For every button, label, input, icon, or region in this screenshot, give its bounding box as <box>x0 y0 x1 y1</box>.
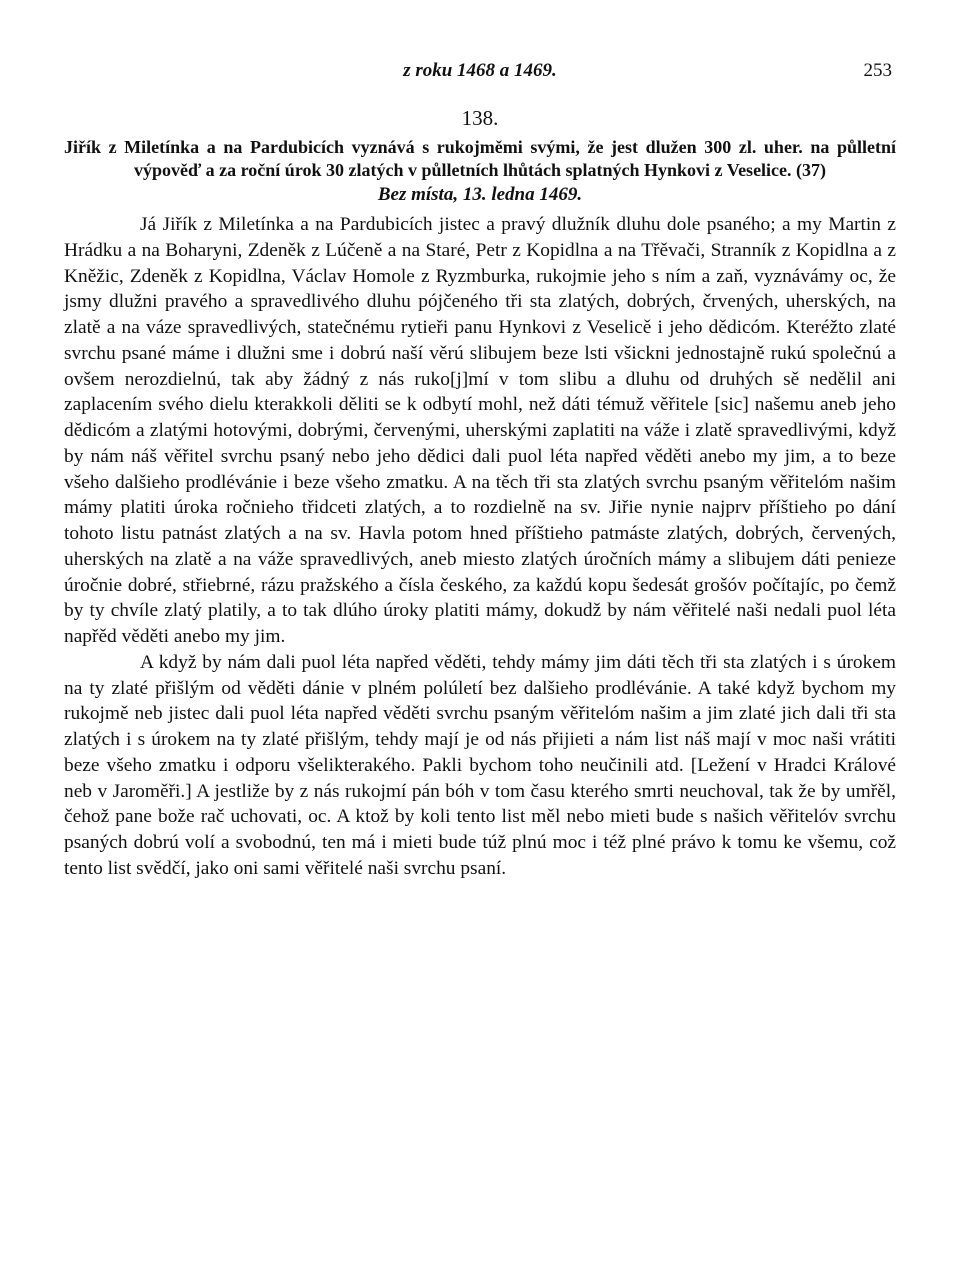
document-dateline: Bez místa, 13. ledna 1469. <box>377 184 583 205</box>
document-body <box>64 212 896 882</box>
document-page <box>64 56 896 1236</box>
document-number: 138. <box>461 106 499 130</box>
body-paragraph: Já Jiřík z Miletínka a na Pardubicích jistec a pravý dlužník dluhu dole psaného; a my Martin z Hrádku a na Boharyni, Zdeněk z Lúčeně a na Staré, Petr z Kopidlna a na Třěvači, Stranník z Kopidlna a z Kněžic, Zdeněk z Kopidlna, Václav Homole z Ryzmburka, rukojmie jeho s ním a zaň, vyznávámy oc, že jsmy dlužni pravého a spravedlivého dluhu pójčeného tři sta zlatých, dobrých, črvených, uherských, na zlatě a na váze spravedlivých, statečnému rytieři panu Hynkovi z Veselicě i jeho dědicóm. Kteréžto zlaté svrchu psané máme i dlužni sme i dobrú naší věrú slibujem beze lsti všickni jednostajně rukú společnú a ovšem nerozdielnú, tak aby žádný z nás ruko[j]mí v tom slibu a dluhu od druhých sě nedělil ani zaplacením svého dielu kterakkoli děliti se k odbytí mohl, než dáti témuž věřitele [sic] našemu aneb jeho dědicóm a zlatými hotovými, dobrými, červenými, uherskými zaplatiti na váže i zlatě spravedlivými, když by nám náš věřitel svrchu psaný nebo jeho dědici dali puol léta napřed věděti anebo my jim, a to beze všeho dalšieho prodlévánie i beze všeho zmatku. A na těch tři sta zlatých svrchu psaným věřitelóm našim mámy platiti úroka ročnieho třidceti zlatých, a to rozdielně na sv. Jiřie nynie najprv příštieho po dání tohoto listu patnást zlatých a na sv. Havla potom hned příštieho patmáste zlatých, dobrých, červených, uherských na zlatě a na váže spravedlivých, aneb miesto zlatých úročních mámy a slibujem dáti penieze úročnie dobré, střiebrné, rázu pražského a čísla českého, za každú kopu šedesát grošóv počítajíc, po čemž by ty chvíle zlatý platily, a to tak dlúho úroky platiti mámy, dokudž by nám věřitelé naši nedali puol léta napřěd věděti anebo my jim. <box>64 214 896 647</box>
document-regest: Jiřík z Miletínka a na Pardubicích vyznává s rukojměmi svými, že jest dlužen 300 zl. uher. na půlletní výpověď a za roční úrok 30 zlatých v půlletních lhůtách splatných Hynkovi z Veselice. (37) <box>64 137 896 180</box>
running-head <box>64 56 896 90</box>
body-paragraph: A když by nám dali puol léta napřed věděti, tehdy mámy jim dáti těch tři sta zlatých i s úrokem na ty zlaté přišlým od věděti dánie v plném polúletí bez dalšieho prodlévánie. A také když bychom my rukojmě neb jistec dali puol léta napřed věděti svrchu psaným věřitelóm našim a jim zlaté jich dali tři sta zlatých i s úrokem na ty zlaté přišlým, tehdy mají je od nás přijieti a nám list náš mají v moc naši vrátiti beze všeho zmatku i odporu všelikterakého. Pakli bychom toho neučinili atd. [Ležení v Hradci Králové neb v Jaroměři.] A jestliže by z nás rukojmí pán bóh v tom času kterého smrti neuchoval, tak že by umřěl, čehož pane bože rač uchovati, oc. A ktož by koli tento list měl nebo mieti bude s našich věřitelóv svrchu psaných dobrú volí a svobodnú, ten má i mieti bude túž plnú moc i též plné právo k tomu ke všemu, což tento list svědčí, jako oni sami věřitelé naši svrchu psaní. <box>64 651 896 879</box>
page-number: 253 <box>863 60 892 81</box>
running-title: z roku 1468 a 1469. <box>403 60 557 81</box>
